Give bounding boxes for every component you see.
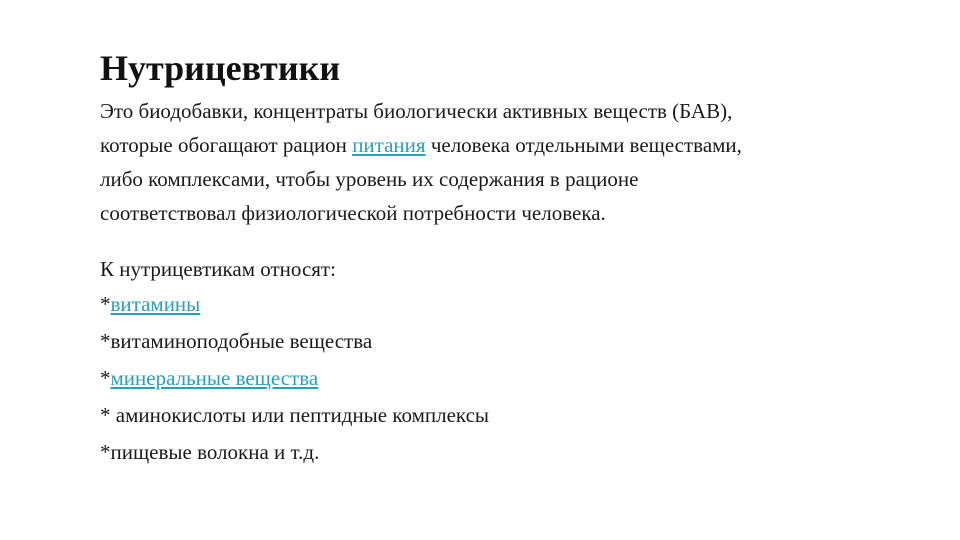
bullet-marker: * xyxy=(100,366,111,390)
definition-line: Это биодобавки, концентраты биологически активных веществ (БАВ), xyxy=(100,99,733,123)
slide-title: Нутрицевтики xyxy=(100,48,341,88)
definition-text: человека отдельными веществами, xyxy=(425,133,742,157)
list-item xyxy=(100,435,489,472)
definition-paragraph xyxy=(100,94,900,230)
vitamins-link[interactable]: витамины xyxy=(110,292,201,316)
list-item xyxy=(100,324,489,361)
list-item-text: витаминоподобные вещества xyxy=(110,329,373,353)
list-item xyxy=(100,398,489,435)
definition-line xyxy=(100,128,900,162)
list-item xyxy=(100,287,489,324)
nutrition-link[interactable]: питания xyxy=(352,133,426,157)
definition-text: которые обогащают рацион xyxy=(100,133,353,157)
minerals-link[interactable]: минеральные вещества xyxy=(110,366,319,390)
bullet-marker: * xyxy=(100,292,111,316)
list-item-text: аминокислоты или пептидные комплексы xyxy=(110,403,490,427)
nutraceuticals-list xyxy=(100,287,489,472)
definition-line: соответствовал физиологической потребности человека. xyxy=(100,201,606,225)
list-intro: К нутрицевтикам относят: xyxy=(100,257,336,281)
definition-line: либо комплексами, чтобы уровень их содержания в рационе xyxy=(100,167,639,191)
bullet-marker: * xyxy=(100,329,111,353)
bullet-marker: * xyxy=(100,403,111,427)
list-item-text: пищевые волокна и т.д. xyxy=(110,440,320,464)
bullet-marker: * xyxy=(100,440,111,464)
list-item xyxy=(100,361,489,398)
